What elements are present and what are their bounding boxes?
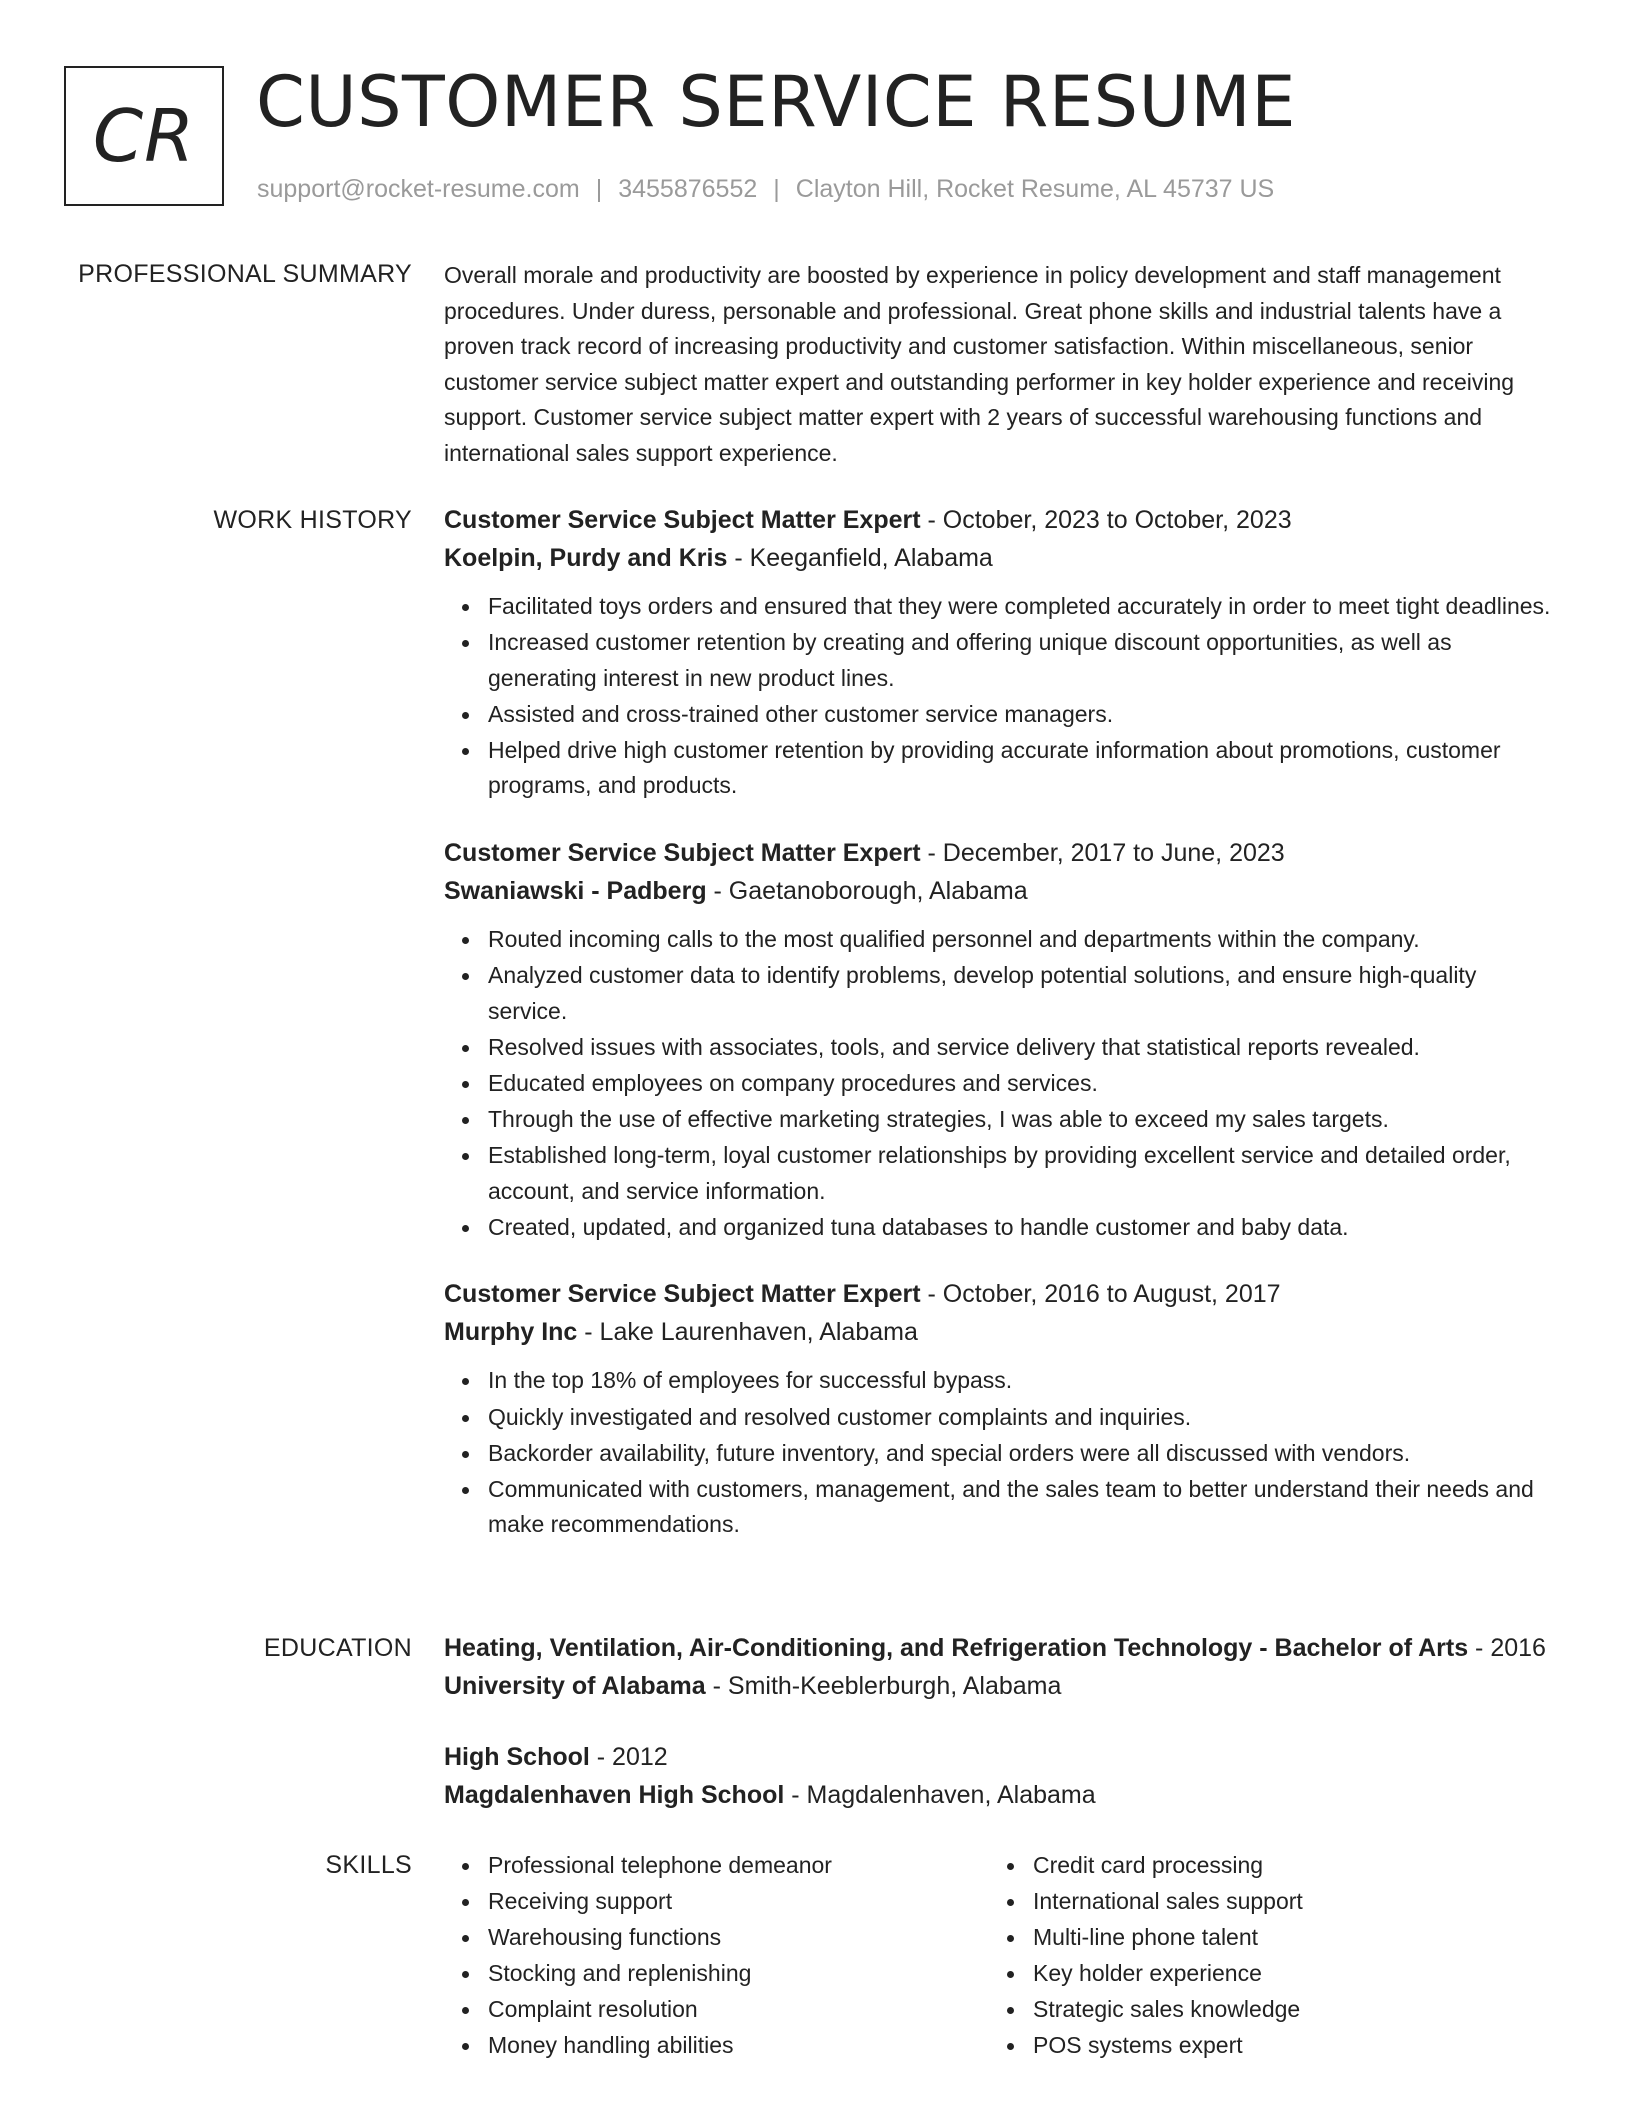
skill-item: Credit card processing [1033, 1848, 1534, 1884]
education-degree-line [444, 1629, 1554, 1667]
job-bullet: Educated employees on company procedures and services. [488, 1066, 1554, 1102]
education-school: University of Alabama [444, 1672, 706, 1700]
education-location: - Magdalenhaven, Alabama [784, 1781, 1096, 1809]
job-location: - Gaetanoborough, Alabama [706, 877, 1028, 906]
contact-separator: | [595, 175, 603, 203]
job-bullet: Created, updated, and organized tuna databases to handle customer and baby data. [488, 1210, 1554, 1246]
monogram-initials: CR [92, 94, 196, 178]
contact-line [257, 174, 1274, 204]
education-body [444, 1629, 1554, 1814]
summary-body [444, 258, 1554, 472]
skills-column-left [444, 1848, 989, 2065]
education-entry [444, 1629, 1554, 1705]
job-bullet-list [444, 1363, 1554, 1542]
section-heading-skills: SKILLS [325, 1851, 412, 1879]
job-bullet: Routed incoming calls to the most qualified personnel and departments within the company. [488, 922, 1554, 958]
job-bullet-list [444, 922, 1554, 1245]
skills-columns [444, 1848, 1554, 2065]
job-title: Customer Service Subject Matter Expert [444, 839, 921, 868]
job-title-line [444, 834, 1554, 872]
section-heading-education: EDUCATION [263, 1634, 412, 1662]
education-location: - Smith-Keeblerburgh, Alabama [705, 1672, 1062, 1700]
skills-column-right [989, 1848, 1534, 2065]
section-heading-work-history: WORK HISTORY [213, 506, 412, 534]
section-heading-summary: PROFESSIONAL SUMMARY [78, 260, 412, 288]
skills-list [989, 1848, 1534, 2064]
education-school-line [444, 1667, 1554, 1705]
skill-item: POS systems expert [1033, 2028, 1534, 2064]
job-dates: - December, 2017 to June, 2023 [920, 839, 1285, 868]
job-bullet: Assisted and cross-trained other customer service managers. [488, 697, 1554, 733]
work-history-body [444, 501, 1554, 1543]
job-dates: - October, 2023 to October, 2023 [920, 506, 1292, 534]
skill-item: Professional telephone demeanor [488, 1848, 989, 1884]
job-bullet: Facilitated toys orders and ensured that they were completed accurately in order to meet tight deadlines. [488, 589, 1554, 625]
skill-item: Money handling abilities [488, 2028, 989, 2064]
job-company-line [444, 1313, 1554, 1351]
skills-list [444, 1848, 989, 2064]
job-bullet: Analyzed customer data to identify problems, develop potential solutions, and ensure high-quality service. [488, 958, 1554, 1029]
job-entry [444, 834, 1554, 1245]
job-bullet: Increased customer retention by creating and offering unique discount opportunities, as well as generating interest in new product lines. [488, 625, 1554, 696]
skill-item: Multi-line phone talent [1033, 1920, 1534, 1956]
skill-item: Receiving support [488, 1884, 989, 1920]
education-degree: High School [444, 1743, 590, 1771]
skills-body [444, 1848, 1554, 2065]
contact-email: support@rocket-resume.com [257, 175, 580, 203]
education-degree-line [444, 1738, 1554, 1776]
job-bullet: In the top 18% of employees for successful bypass. [488, 1363, 1554, 1399]
job-bullet: Backorder availability, future inventory, and special orders were all discussed with vendors. [488, 1436, 1554, 1472]
job-location: - Keeganfield, Alabama [727, 544, 993, 572]
contact-address: Clayton Hill, Rocket Resume, AL 45737 US [795, 175, 1275, 203]
skill-item: International sales support [1033, 1884, 1534, 1920]
job-bullet: Established long-term, loyal customer relationships by providing excellent service and detailed order, account, and service information. [488, 1138, 1554, 1209]
job-entry [444, 1275, 1554, 1542]
skill-item: Stocking and replenishing [488, 1956, 989, 1992]
monogram-logo [64, 66, 224, 206]
job-bullet: Communicated with customers, management, and the sales team to better understand their needs and make recommendations. [488, 1472, 1554, 1543]
job-title: Customer Service Subject Matter Expert [444, 506, 921, 534]
job-company-line [444, 872, 1554, 910]
job-dates: - October, 2016 to August, 2017 [920, 1280, 1281, 1309]
education-degree: Heating, Ventilation, Air-Conditioning, and Refrigeration Technology - Bachelor of Arts [444, 1634, 1469, 1662]
education-year: - 2016 [1468, 1634, 1546, 1662]
resume-title: CUSTOMER SERVICE RESUME [256, 61, 1296, 143]
job-bullet: Quickly investigated and resolved customer complaints and inquiries. [488, 1400, 1554, 1436]
job-bullet: Through the use of effective marketing strategies, I was able to exceed my sales targets. [488, 1102, 1554, 1138]
education-year: - 2012 [589, 1743, 668, 1771]
job-bullet: Resolved issues with associates, tools, and service delivery that statistical reports revealed. [488, 1030, 1554, 1066]
summary-text: Overall morale and productivity are boosted by experience in policy development and staff management procedures. Under duress, personable and professional. Great phone skills and industrial talents have a proven track record of increasing productivity and customer satisfaction. Within miscellaneous, senior customer service subject matter expert and outstanding performer in key holder experience and receiving support. Customer service subject matter expert with 2 years of successful warehousing functions and international sales support experience. [444, 262, 1515, 466]
job-company: Koelpin, Purdy and Kris [444, 544, 728, 572]
education-school-line [444, 1776, 1554, 1814]
job-bullet: Helped drive high customer retention by providing accurate information about promotions, customer programs, and products. [488, 733, 1554, 804]
job-title-line [444, 1275, 1554, 1313]
skill-item: Warehousing functions [488, 1920, 989, 1956]
job-company: Murphy Inc [444, 1318, 578, 1347]
contact-phone: 3455876552 [618, 175, 758, 203]
job-entry [444, 501, 1554, 804]
job-bullet-list [444, 589, 1554, 804]
skill-item: Complaint resolution [488, 1992, 989, 2028]
education-school: Magdalenhaven High School [444, 1781, 785, 1809]
job-company-line [444, 539, 1554, 577]
job-company: Swaniawski - Padberg [444, 877, 707, 906]
job-location: - Lake Laurenhaven, Alabama [577, 1318, 918, 1347]
contact-separator: | [773, 175, 780, 203]
job-title: Customer Service Subject Matter Expert [444, 1280, 921, 1309]
job-title-line [444, 501, 1554, 539]
skill-item: Strategic sales knowledge [1033, 1992, 1534, 2028]
education-entry [444, 1738, 1554, 1814]
skill-item: Key holder experience [1033, 1956, 1534, 1992]
